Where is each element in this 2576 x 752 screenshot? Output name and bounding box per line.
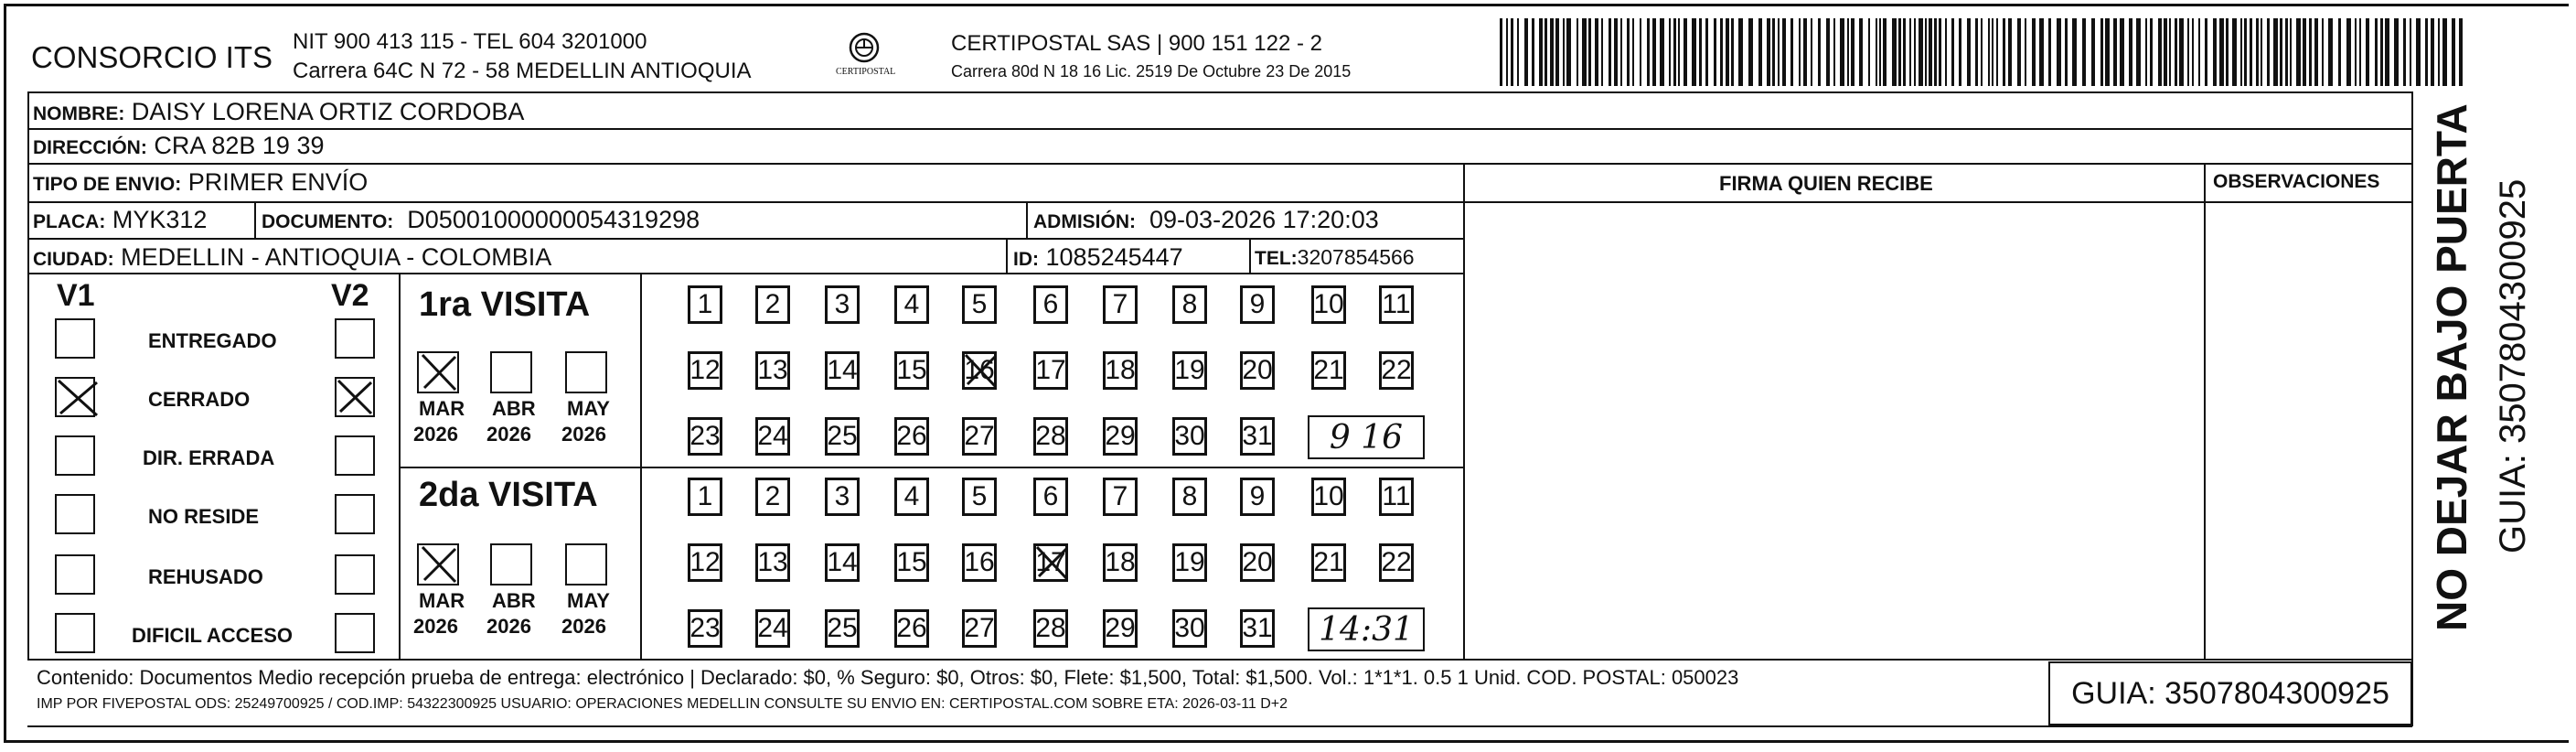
barcode-bar: [1778, 18, 1780, 86]
status-label-1: CERRADO: [148, 388, 251, 411]
visit1-day-5[interactable]: 5: [962, 285, 997, 324]
barcode-bar: [1790, 18, 1793, 86]
barcode-bar: [2452, 18, 2455, 86]
visit1-day-26[interactable]: 26: [894, 417, 929, 456]
visit1-day-24[interactable]: 24: [755, 417, 790, 456]
barcode-bar: [2261, 18, 2262, 86]
barcode-bar: [1683, 18, 1687, 86]
barcode-bar: [1566, 18, 1571, 86]
barcode-bar: [1555, 18, 1559, 86]
barcode-bar: [2303, 18, 2306, 86]
barcode-bar: [1620, 18, 1622, 86]
barcode-bar: [1720, 18, 1723, 86]
barcode-bar: [1996, 18, 1998, 86]
visit1-day-11[interactable]: 11: [1379, 285, 1414, 324]
city-row: [33, 245, 551, 270]
carrier-license: Carrera 80d N 18 16 Lic. 2519 De Octubre 23 De 2015: [951, 62, 1352, 81]
visit2-year-label: 2026: [561, 615, 606, 638]
visit2-day-15[interactable]: 15: [894, 543, 929, 582]
visit2-day-18[interactable]: 18: [1103, 543, 1138, 582]
v2-label: V2: [331, 278, 369, 313]
visit1-day-9[interactable]: 9: [1240, 285, 1275, 324]
barcode-bar: [1738, 18, 1743, 86]
barcode-bar: [1840, 18, 1844, 86]
v1-checkbox-0[interactable]: [55, 318, 95, 359]
barcode-bar: [1851, 18, 1855, 86]
barcode-bar: [1601, 18, 1603, 86]
barcode-bar: [2267, 18, 2270, 86]
barcode-bar: [2459, 18, 2463, 86]
barcode-bar: [1909, 18, 1911, 86]
barcode-bar: [1524, 18, 1528, 86]
barcode-bar: [1595, 18, 1598, 86]
barcode-bar: [2169, 18, 2171, 86]
barcode-bar: [1609, 18, 1611, 86]
visit2-day-30[interactable]: 30: [1172, 609, 1207, 648]
barcode-bar: [1833, 18, 1835, 86]
document-row: [262, 208, 700, 232]
barcode-bar: [1818, 18, 1821, 86]
barcode-bar: [2438, 18, 2440, 86]
visit2-month-label: MAY: [567, 589, 610, 612]
barcode-bar: [2338, 18, 2341, 86]
visit1-day-12[interactable]: 12: [688, 351, 722, 390]
document-value: D05001000000054319298: [407, 206, 700, 233]
barcode-bar: [1539, 18, 1543, 86]
visit2-day-12[interactable]: 12: [688, 543, 722, 582]
barcode-bar: [2385, 18, 2389, 86]
barcode-bar: [2232, 18, 2237, 86]
barcode-bar: [2003, 18, 2005, 86]
barcode-bar: [1847, 18, 1849, 86]
barcode-bar: [2394, 18, 2399, 86]
barcode-bar: [1951, 18, 1954, 86]
visit1-month-box-abr[interactable]: [490, 351, 532, 393]
v1-checkbox-4[interactable]: [55, 554, 95, 595]
company-address: Carrera 64C N 72 - 58 MEDELLIN ANTIOQUIA: [293, 59, 752, 83]
visit1-day-20[interactable]: 20: [1240, 351, 1275, 390]
barcode-bar: [1868, 18, 1870, 86]
plate-label: PLACA:: [33, 211, 106, 232]
visit2-day-14[interactable]: 14: [825, 543, 860, 582]
barcode-bar: [2322, 18, 2324, 86]
barcode-bar: [1652, 18, 1656, 86]
visit1-day-4[interactable]: 4: [894, 285, 929, 324]
visit2-day-9[interactable]: 9: [1240, 478, 1275, 516]
id-label: ID:: [1013, 249, 1039, 270]
barcode-bar: [1647, 18, 1650, 86]
city-value: MEDELLIN - ANTIOQUIA - COLOMBIA: [121, 243, 552, 271]
signature-header: FIRMA QUIEN RECIBE: [1719, 172, 1933, 195]
barcode-bar: [2410, 18, 2411, 86]
visit2-day-1[interactable]: 1: [688, 478, 722, 516]
visit1-day-17[interactable]: 17: [1033, 351, 1068, 390]
barcode-bar: [1898, 18, 1901, 86]
barcode: [1500, 18, 2469, 86]
barcode-bar: [2017, 18, 2021, 86]
v2-checkbox-5[interactable]: [335, 613, 375, 653]
visit1-day-19[interactable]: 19: [1172, 351, 1207, 390]
visit2-month-box-abr[interactable]: [490, 543, 532, 585]
visit1-day-8[interactable]: 8: [1172, 285, 1207, 324]
barcode-bar: [2285, 18, 2288, 86]
visit1-day-23[interactable]: 23: [688, 417, 722, 456]
visit1-day-30[interactable]: 30: [1172, 417, 1207, 456]
v2-checkbox-3[interactable]: [335, 494, 375, 534]
v1-checkbox-1[interactable]: [55, 377, 95, 417]
visit2-day-7[interactable]: 7: [1103, 478, 1138, 516]
barcode-bar: [1799, 18, 1801, 86]
visit1-year-label: 2026: [561, 423, 606, 446]
barcode-bar: [1692, 18, 1696, 86]
barcode-bar: [1517, 18, 1519, 86]
admission-row: [1033, 208, 1379, 232]
barcode-bar: [2273, 18, 2278, 86]
barcode-bar: [2113, 18, 2117, 86]
barcode-bar: [1772, 18, 1775, 86]
barcode-bar: [2359, 18, 2361, 86]
barcode-bar: [2136, 18, 2141, 86]
side-guia: GUIA: 3507804300925: [2493, 178, 2533, 553]
barcode-bar: [1959, 18, 1961, 86]
visit2-day-29[interactable]: 29: [1103, 609, 1138, 648]
barcode-bar: [1975, 18, 1978, 86]
v2-checkbox-4[interactable]: [335, 554, 375, 595]
v2-checkbox-0[interactable]: [335, 318, 375, 359]
visit2-day-31[interactable]: 31: [1240, 609, 1275, 648]
address-label: DIRECCIÓN:: [33, 137, 147, 158]
visit2-day-13[interactable]: 13: [755, 543, 790, 582]
visit1-day-31[interactable]: 31: [1240, 417, 1275, 456]
barcode-bar: [2032, 18, 2036, 86]
status-label-2: DIR. ERRADA: [143, 446, 275, 469]
v2-checkbox-2[interactable]: [335, 435, 375, 476]
visit1-day-7[interactable]: 7: [1103, 285, 1138, 324]
barcode-bar: [1582, 18, 1587, 86]
barcode-bar: [2250, 18, 2252, 86]
barcode-bar: [1506, 18, 1508, 86]
barcode-bar: [2403, 18, 2406, 86]
visit2-day-25[interactable]: 25: [825, 609, 860, 648]
visit2-day-11[interactable]: 11: [1379, 478, 1414, 516]
v1-label: V1: [57, 278, 95, 313]
barcode-bar: [1992, 18, 1993, 86]
barcode-bar: [1929, 18, 1932, 86]
barcode-bar: [1678, 18, 1680, 86]
logo-text: CERTIPOSTAL: [836, 67, 896, 77]
visit2-day-28[interactable]: 28: [1033, 609, 1068, 648]
guia-box-text: GUIA: 3507804300925: [2071, 675, 2389, 711]
visit1-day-27[interactable]: 27: [962, 417, 997, 456]
visit2-month-box-may[interactable]: [565, 543, 607, 585]
visit2-month-label: MAR: [419, 589, 465, 612]
barcode-bar: [1892, 18, 1897, 86]
visit1-day-15[interactable]: 15: [894, 351, 929, 390]
barcode-bar: [1532, 18, 1534, 86]
plate-row: [33, 208, 207, 232]
barcode-bar: [1903, 18, 1906, 86]
visit2-day-2[interactable]: 2: [755, 478, 790, 516]
tel-label: TEL:: [1255, 248, 1298, 269]
barcode-bar: [1967, 18, 1971, 86]
visit2-day-27[interactable]: 27: [962, 609, 997, 648]
visit2-day-21[interactable]: 21: [1311, 543, 1346, 582]
no-dejar-warning: NO DEJAR BAJO PUERTA: [2428, 103, 2475, 631]
visit1-day-13[interactable]: 13: [755, 351, 790, 390]
name-label: NOMBRE:: [33, 103, 125, 124]
barcode-bar: [1705, 18, 1708, 86]
barcode-bar: [2145, 18, 2147, 86]
visit1-day-3[interactable]: 3: [825, 285, 860, 324]
visit1-day-21[interactable]: 21: [1311, 351, 1346, 390]
visit1-day-16[interactable]: 16: [962, 351, 997, 390]
type-row: [33, 170, 368, 195]
barcode-bar: [2366, 18, 2369, 86]
barcode-bar: [2100, 18, 2103, 86]
tel-row: [1255, 247, 1415, 268]
barcode-bar: [2244, 18, 2247, 86]
visit2-day-16[interactable]: 16: [962, 543, 997, 582]
barcode-bar: [1914, 18, 1916, 86]
barcode-bar: [1714, 18, 1716, 86]
barcode-bar: [1767, 18, 1770, 86]
visit2-day-20[interactable]: 20: [1240, 543, 1275, 582]
type-label: TIPO DE ENVIO:: [33, 174, 182, 195]
barcode-bar: [2198, 18, 2200, 86]
status-label-5: DIFICIL ACCESO: [132, 624, 294, 647]
city-label: CIUDAD:: [33, 249, 114, 270]
certipostal-logo: [814, 29, 914, 84]
barcode-bar: [2240, 18, 2242, 86]
visit1-day-6[interactable]: 6: [1033, 285, 1068, 324]
barcode-bar: [2072, 18, 2077, 86]
visit1-day-28[interactable]: 28: [1033, 417, 1068, 456]
barcode-bar: [2008, 18, 2012, 86]
barcode-bar: [2057, 18, 2061, 86]
barcode-bar: [1859, 18, 1863, 86]
barcode-bar: [1632, 18, 1634, 86]
barcode-bar: [1939, 18, 1941, 86]
barcode-bar: [2091, 18, 2095, 86]
admission-value: 09-03-2026 17:20:03: [1149, 206, 1379, 233]
visit2-day-19[interactable]: 19: [1172, 543, 1207, 582]
visit1-day-25[interactable]: 25: [825, 417, 860, 456]
barcode-bar: [2105, 18, 2110, 86]
status-label-3: NO RESIDE: [148, 505, 260, 528]
barcode-bar: [2442, 18, 2447, 86]
visit2-day-6[interactable]: 6: [1033, 478, 1068, 516]
barcode-bar: [2416, 18, 2421, 86]
visit2-month-label: ABR: [492, 589, 536, 612]
barcode-bar: [2219, 18, 2224, 86]
plate-value: MYK312: [112, 206, 208, 233]
barcode-bar: [2380, 18, 2383, 86]
barcode-bar: [1660, 18, 1664, 86]
barcode-bar: [1726, 18, 1729, 86]
barcode-bar: [2048, 18, 2051, 86]
visit2-day-4[interactable]: 4: [894, 478, 929, 516]
id-value: 1085245447: [1045, 243, 1183, 271]
barcode-bar: [1511, 18, 1513, 86]
footer-line1: Contenido: Documentos Medio recepción prueba de entrega: electrónico | Declarado: $0, % Seguro: $0, Otros: $0, Flete: $1,500, Total: $1,500. Vol.: 1*1*1. 0.5 1 Unid. COD. POSTAL: 050023: [37, 666, 1739, 689]
id-row: [1013, 245, 1183, 270]
visit2-handwritten-time: 14:31: [1308, 607, 1425, 651]
barcode-bar: [1699, 18, 1702, 86]
barcode-bar: [2375, 18, 2378, 86]
recipient-name: DAISY LORENA ORTIZ CORDOBA: [131, 98, 525, 125]
barcode-bar: [2290, 18, 2292, 86]
barcode-bar: [2150, 18, 2153, 86]
visit1-month-box-may[interactable]: [565, 351, 607, 393]
barcode-bar: [2296, 18, 2301, 86]
barcode-bar: [1945, 18, 1947, 86]
visit1-day-22[interactable]: 22: [1379, 351, 1414, 390]
name-row: [33, 100, 524, 124]
barcode-bar: [2355, 18, 2357, 86]
visit1-day-14[interactable]: 14: [825, 351, 860, 390]
barcode-bar: [2192, 18, 2194, 86]
nit-tel: NIT 900 413 115 - TEL 604 3201000: [293, 29, 647, 54]
barcode-bar: [1614, 18, 1618, 86]
visit1-month-label: ABR: [492, 397, 536, 420]
barcode-bar: [2346, 18, 2351, 86]
visit2-day-22[interactable]: 22: [1379, 543, 1414, 582]
visit2-day-10[interactable]: 10: [1311, 478, 1346, 516]
barcode-bar: [2065, 18, 2068, 86]
barcode-bar: [2328, 18, 2333, 86]
barcode-bar: [2256, 18, 2259, 86]
barcode-bar: [1876, 18, 1877, 86]
admission-label: ADMISIÓN:: [1033, 211, 1136, 232]
barcode-bar: [2314, 18, 2318, 86]
barcode-bar: [1811, 18, 1812, 86]
barcode-bar: [1577, 18, 1578, 86]
barcode-bar: [2039, 18, 2044, 86]
barcode-bar: [1981, 18, 1983, 86]
barcode-bar: [2187, 18, 2189, 86]
barcode-bar: [2164, 18, 2167, 86]
barcode-bar: [2226, 18, 2229, 86]
barcode-bar: [1673, 18, 1676, 86]
visit2-day-5[interactable]: 5: [962, 478, 997, 516]
company-name: CONSORCIO ITS: [31, 40, 273, 74]
document-label: DOCUMENTO:: [262, 211, 394, 232]
barcode-bar: [2025, 18, 2026, 86]
shipment-type: PRIMER ENVÍO: [187, 168, 369, 196]
barcode-bar: [1883, 18, 1887, 86]
visit1-day-10[interactable]: 10: [1311, 285, 1346, 324]
barcode-bar: [1640, 18, 1641, 86]
barcode-bar: [1758, 18, 1762, 86]
visit2-month-box-mar[interactable]: [417, 543, 459, 585]
barcode-bar: [1988, 18, 1990, 86]
barcode-bar: [1627, 18, 1630, 86]
status-label-4: REHUSADO: [148, 565, 263, 588]
v2-checkbox-1[interactable]: [335, 377, 375, 417]
visit2-year-label: 2026: [486, 615, 531, 638]
recipient-address: CRA 82B 19 39: [154, 132, 325, 159]
visit2-day-3[interactable]: 3: [825, 478, 860, 516]
visit2-day-8[interactable]: 8: [1172, 478, 1207, 516]
footer-line2: IMP POR FIVEPOSTAL ODS: 25249700925 / COD.IMP: 54322300925 USUARIO: OPERACIONES MEDELLIN CONSULTE SU ENVIO EN: CERTIPOSTAL.COM SOBRE ETA: 2026-03-11 D+2: [37, 696, 1288, 712]
barcode-bar: [1550, 18, 1554, 86]
status-label-0: ENTREGADO: [148, 329, 277, 352]
barcode-bar: [1748, 18, 1753, 86]
barcode-bar: [2425, 18, 2428, 86]
v1-checkbox-3[interactable]: [55, 494, 95, 534]
barcode-bar: [1925, 18, 1927, 86]
barcode-bar: [1782, 18, 1786, 86]
visit1-day-2[interactable]: 2: [755, 285, 790, 324]
observations-header: OBSERVACIONES: [2213, 171, 2380, 192]
barcode-bar: [1563, 18, 1565, 86]
barcode-bar: [1669, 18, 1671, 86]
visit1-month-label: MAR: [419, 397, 465, 420]
barcode-bar: [2309, 18, 2312, 86]
barcode-bar: [2082, 18, 2086, 86]
visit1-month-box-mar[interactable]: [417, 351, 459, 393]
visit2-day-17[interactable]: 17: [1033, 543, 1068, 582]
barcode-bar: [2158, 18, 2162, 86]
barcode-bar: [2175, 18, 2177, 86]
barcode-bar: [1879, 18, 1881, 86]
barcode-bar: [1934, 18, 1937, 86]
barcode-bar: [1588, 18, 1591, 86]
visit1-day-18[interactable]: 18: [1103, 351, 1138, 390]
visit1-day-29[interactable]: 29: [1103, 417, 1138, 456]
tel-value: 3207854566: [1297, 245, 1415, 269]
visit1-title: 1ra VISITA: [419, 285, 591, 324]
barcode-bar: [1919, 18, 1923, 86]
barcode-bar: [1545, 18, 1547, 86]
barcode-bar: [1731, 18, 1734, 86]
visit1-year-label: 2026: [486, 423, 531, 446]
barcode-bar: [1803, 18, 1807, 86]
visit2-title: 2da VISITA: [419, 476, 598, 514]
guia-box: [2048, 661, 2412, 725]
visit1-month-label: MAY: [567, 397, 610, 420]
visit1-handwritten-time: 9 16: [1308, 415, 1425, 459]
visit2-day-24[interactable]: 24: [755, 609, 790, 648]
barcode-bar: [2129, 18, 2132, 86]
barcode-bar: [2213, 18, 2217, 86]
address-row: [33, 134, 325, 158]
v1-checkbox-2[interactable]: [55, 435, 95, 476]
barcode-bar: [2431, 18, 2434, 86]
visit2-day-23[interactable]: 23: [688, 609, 722, 648]
v1-checkbox-5[interactable]: [55, 613, 95, 653]
barcode-bar: [1826, 18, 1830, 86]
visit2-year-label: 2026: [413, 615, 458, 638]
barcode-bar: [2280, 18, 2282, 86]
barcode-bar: [2179, 18, 2184, 86]
visit2-day-26[interactable]: 26: [894, 609, 929, 648]
visit1-year-label: 2026: [413, 423, 458, 446]
barcode-bar: [2205, 18, 2207, 86]
barcode-bar: [1500, 18, 1502, 86]
carrier-name: CERTIPOSTAL SAS | 900 151 122 - 2: [951, 31, 1322, 56]
barcode-bar: [2120, 18, 2124, 86]
visit1-day-1[interactable]: 1: [688, 285, 722, 324]
